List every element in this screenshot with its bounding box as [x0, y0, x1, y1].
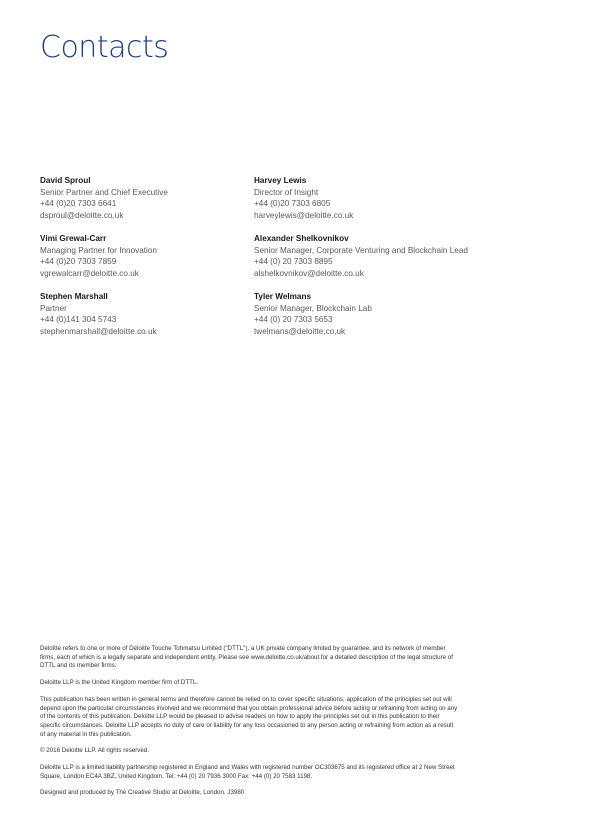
- contact-phone: +44 (0) 20 7303 8895: [254, 257, 333, 266]
- contact-name: Alexander Shelkovnikov: [254, 234, 349, 243]
- contact-phone: +44 (0)20 7303 6805: [254, 199, 331, 208]
- legal-footer: [40, 645, 460, 806]
- contact-email[interactable]: alshelkovnikov@deloitte.co.uk: [254, 268, 364, 278]
- footer-paragraph: © 2016 Deloitte LLP. All rights reserved.: [40, 747, 150, 755]
- footer-paragraph: Deloitte LLP is a limited liability partnership registered in England and Wales with registered number OC303675 and its registered office at 2 New Street Square, London EC4A 3BZ, United Kingdom. Tel: +44 (0) 20 7936 3000 Fax: +44 (0) 20 7583 1198.: [40, 764, 455, 780]
- contact-card: [40, 175, 254, 221]
- contact-email[interactable]: dsproul@deloitte.co.uk: [40, 210, 124, 220]
- contact-email[interactable]: stephenmarshall@deloitte.co.uk: [40, 326, 157, 336]
- contact-role: Senior Manager, Corporate Venturing and Blockchain Lead: [254, 245, 468, 255]
- contact-role: Director of Insight: [254, 187, 319, 197]
- footer-paragraph: Deloitte LLP is the United Kingdom member firm of DTTL.: [40, 679, 199, 687]
- contacts-list: [40, 175, 560, 337]
- footer-paragraph: Deloitte refers to one or more of Deloitte Touche Tohmatsu Limited ("DTTL"), a UK private company limited by guarantee, and its network of member firms, each of which is a legally separate and independent entity. Please see www.deloitte.co.uk/about for a detailed description of the legal structure of DTTL and its member firms.: [40, 645, 453, 670]
- footer-paragraph: This publication has been written in general terms and therefore cannot be relied on to cover specific situations; application of the principles set out will depend upon the particular circumstances involved and we recommend that you obtain professional advice before acting or refraining from acting on any of the contents of this publication. Deloitte LLP would be pleased to advise readers on how to apply the principles set out in this publication to their specific circumstances. Deloitte LLP accepts no duty of care or liability for any loss occasioned to any person acting or refraining from action as a result of any material in this publication.: [40, 695, 458, 738]
- contact-role: Senior Partner and Chief Executive: [40, 187, 168, 197]
- contact-email[interactable]: harveylewis@deloitte.co.uk: [254, 210, 354, 220]
- contact-role: Senior Manager, Blockchain Lab: [254, 303, 372, 313]
- contact-name: Vimi Grewal-Carr: [40, 234, 107, 243]
- contact-card: [254, 291, 514, 337]
- contact-name: David Sproul: [40, 176, 91, 185]
- contact-role: Managing Partner for Innovation: [40, 245, 157, 255]
- contact-card: [40, 233, 254, 279]
- contact-name: Stephen Marshall: [40, 292, 108, 301]
- contact-name: Harvey Lewis: [254, 176, 307, 185]
- contact-phone: +44 (0)20 7303 7859: [40, 257, 117, 266]
- contact-card: [254, 233, 514, 279]
- contact-email[interactable]: twelmans@deloitte,co,uk: [254, 326, 346, 336]
- contact-phone: +44 (0) 20 7303 5653: [254, 315, 333, 324]
- contact-card: [40, 291, 254, 337]
- contact-email[interactable]: vgrewalcarr@deloitte.co.uk: [40, 268, 139, 278]
- contact-phone: +44 (0)141 304 5743: [40, 315, 117, 324]
- footer-paragraph: Designed and produced by The Creative Studio at Deloitte, London. J3980: [40, 789, 245, 797]
- contact-phone: +44 (0)20 7303 6641: [40, 199, 117, 208]
- contact-card: [254, 175, 514, 221]
- contact-name: Tyler Welmans: [254, 292, 312, 301]
- contact-role: Partner: [40, 303, 67, 313]
- page-title: Contacts: [40, 30, 169, 65]
